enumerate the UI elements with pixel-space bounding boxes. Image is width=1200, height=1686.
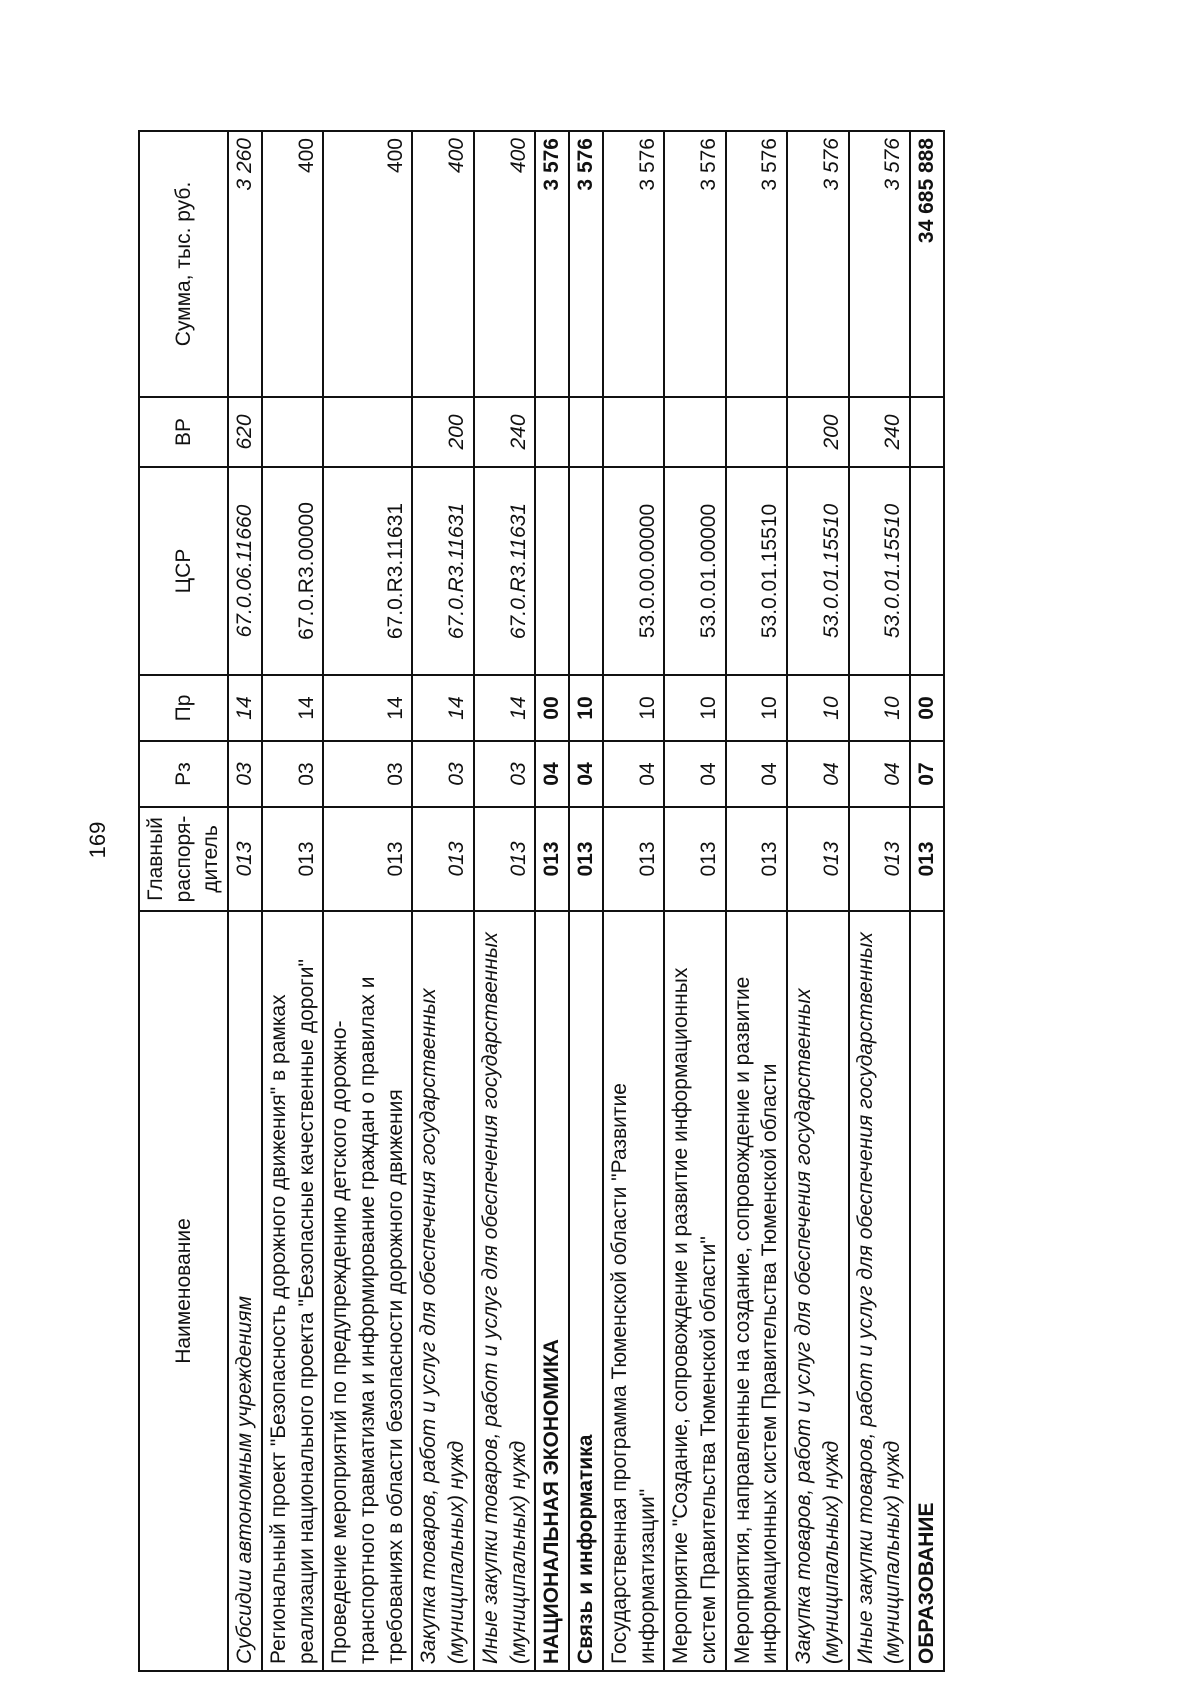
cell-rz: 04 — [849, 741, 910, 807]
table-row — [910, 131, 944, 1671]
cell-pr: 14 — [412, 675, 473, 741]
header-csr: ЦСР — [139, 467, 228, 675]
cell-pr: 14 — [323, 675, 412, 741]
budget-table — [138, 130, 945, 1672]
cell-pr: 10 — [603, 675, 664, 741]
cell-name: НАЦИОНАЛЬНАЯ ЭКОНОМИКА — [535, 911, 569, 1671]
header-vr: ВР — [139, 397, 228, 467]
cell-pr: 10 — [569, 675, 603, 741]
table-row — [603, 131, 664, 1671]
cell-name: Государственная программа Тюменской области "Развитие информатизации" — [603, 911, 664, 1671]
cell-csr: 53.0.01.15510 — [787, 467, 848, 675]
cell-csr: 67.0.R3.11631 — [323, 467, 412, 675]
table-row — [569, 131, 603, 1671]
cell-rz: 04 — [664, 741, 725, 807]
cell-rz: 03 — [228, 741, 262, 807]
cell-sum: 3 576 — [603, 131, 664, 397]
cell-rz: 07 — [910, 741, 944, 807]
header-glav: Главный распоря-дитель — [139, 807, 228, 911]
table-row — [849, 131, 910, 1671]
cell-rz: 04 — [603, 741, 664, 807]
table-row — [535, 131, 569, 1671]
cell-glav: 013 — [323, 807, 412, 911]
cell-vr: 240 — [474, 397, 535, 467]
cell-vr — [664, 397, 725, 467]
cell-csr: 53.0.01.15510 — [726, 467, 787, 675]
cell-sum: 3 576 — [535, 131, 569, 397]
table-header-row — [139, 131, 228, 1671]
cell-rz: 03 — [323, 741, 412, 807]
cell-name: Мероприятие "Создание, сопровождение и развитие информационных систем Правительства Тюменской области" — [664, 911, 725, 1671]
cell-vr — [323, 397, 412, 467]
cell-rz: 03 — [412, 741, 473, 807]
table-row — [726, 131, 787, 1671]
cell-rz: 04 — [726, 741, 787, 807]
cell-csr: 53.0.00.00000 — [603, 467, 664, 675]
cell-rz: 03 — [262, 741, 323, 807]
cell-csr — [535, 467, 569, 675]
cell-name: Связь и информатика — [569, 911, 603, 1671]
cell-vr — [726, 397, 787, 467]
table-row — [474, 131, 535, 1671]
cell-name: Субсидии автономным учреждениям — [228, 911, 262, 1671]
cell-vr: 620 — [228, 397, 262, 467]
cell-csr — [569, 467, 603, 675]
cell-sum: 3 576 — [569, 131, 603, 397]
cell-csr: 67.0.06.11660 — [228, 467, 262, 675]
cell-sum: 400 — [412, 131, 473, 397]
cell-glav: 013 — [474, 807, 535, 911]
cell-name: Закупка товаров, работ и услуг для обеспечения государственных (муниципальных) нужд — [787, 911, 848, 1671]
cell-name: Проведение мероприятий по предупреждению детского дорожно-транспортного травматизма и информирование граждан о правилах и требованиях в области безопасности дорожного движения — [323, 911, 412, 1671]
cell-vr — [262, 397, 323, 467]
cell-pr: 10 — [726, 675, 787, 741]
rotated-table-container — [138, 132, 1068, 1672]
cell-glav: 013 — [910, 807, 944, 911]
cell-sum: 3 576 — [787, 131, 848, 397]
cell-sum: 400 — [474, 131, 535, 397]
cell-pr: 00 — [910, 675, 944, 741]
cell-csr: 67.0.R3.11631 — [412, 467, 473, 675]
cell-csr: 53.0.01.00000 — [664, 467, 725, 675]
cell-rz: 04 — [569, 741, 603, 807]
cell-pr: 00 — [535, 675, 569, 741]
header-name: Наименование — [139, 911, 228, 1671]
table-row — [412, 131, 473, 1671]
cell-glav: 013 — [412, 807, 473, 911]
table-row — [787, 131, 848, 1671]
cell-vr — [569, 397, 603, 467]
cell-glav: 013 — [569, 807, 603, 911]
cell-name: Мероприятия, направленные на создание, сопровождение и развитие информационных систем Правительства Тюменской области — [726, 911, 787, 1671]
page-number: 169 — [85, 821, 110, 859]
cell-rz: 04 — [787, 741, 848, 807]
table-row — [323, 131, 412, 1671]
cell-glav: 013 — [849, 807, 910, 911]
cell-vr — [910, 397, 944, 467]
cell-glav: 013 — [535, 807, 569, 911]
cell-glav: 013 — [787, 807, 848, 911]
cell-sum: 3 576 — [664, 131, 725, 397]
cell-rz: 03 — [474, 741, 535, 807]
cell-name: ОБРАЗОВАНИЕ — [910, 911, 944, 1671]
header-pr: Пр — [139, 675, 228, 741]
cell-name: Иные закупки товаров, работ и услуг для обеспечения государственных (муниципальных) нужд — [474, 911, 535, 1671]
cell-glav: 013 — [664, 807, 725, 911]
cell-name: Иные закупки товаров, работ и услуг для обеспечения государственных (муниципальных) нужд — [849, 911, 910, 1671]
cell-sum: 3 576 — [726, 131, 787, 397]
cell-sum: 400 — [262, 131, 323, 397]
cell-csr: 67.0.R3.00000 — [262, 467, 323, 675]
cell-csr: 53.0.01.15510 — [849, 467, 910, 675]
header-sum: Сумма, тыс. руб. — [139, 131, 228, 397]
table-row — [262, 131, 323, 1671]
cell-name: Закупка товаров, работ и услуг для обеспечения государственных (муниципальных) нужд — [412, 911, 473, 1671]
cell-rz: 04 — [535, 741, 569, 807]
cell-glav: 013 — [228, 807, 262, 911]
table-row — [664, 131, 725, 1671]
cell-sum: 400 — [323, 131, 412, 397]
cell-pr: 10 — [787, 675, 848, 741]
cell-vr: 200 — [787, 397, 848, 467]
cell-vr — [535, 397, 569, 467]
cell-glav: 013 — [726, 807, 787, 911]
table-row — [228, 131, 262, 1671]
cell-pr: 14 — [474, 675, 535, 741]
cell-csr — [910, 467, 944, 675]
cell-sum: 3 576 — [849, 131, 910, 397]
cell-vr: 240 — [849, 397, 910, 467]
cell-pr: 10 — [849, 675, 910, 741]
cell-vr: 200 — [412, 397, 473, 467]
cell-sum: 3 260 — [228, 131, 262, 397]
cell-glav: 013 — [262, 807, 323, 911]
cell-name: Региональный проект "Безопасность дорожного движения" в рамках реализации национального проекта "Безопасные качественные дороги" — [262, 911, 323, 1671]
cell-sum: 34 685 888 — [910, 131, 944, 397]
cell-glav: 013 — [603, 807, 664, 911]
table-body — [228, 131, 944, 1671]
cell-vr — [603, 397, 664, 467]
cell-pr: 10 — [664, 675, 725, 741]
cell-csr: 67.0.R3.11631 — [474, 467, 535, 675]
cell-pr: 14 — [228, 675, 262, 741]
cell-pr: 14 — [262, 675, 323, 741]
header-rz: Рз — [139, 741, 228, 807]
